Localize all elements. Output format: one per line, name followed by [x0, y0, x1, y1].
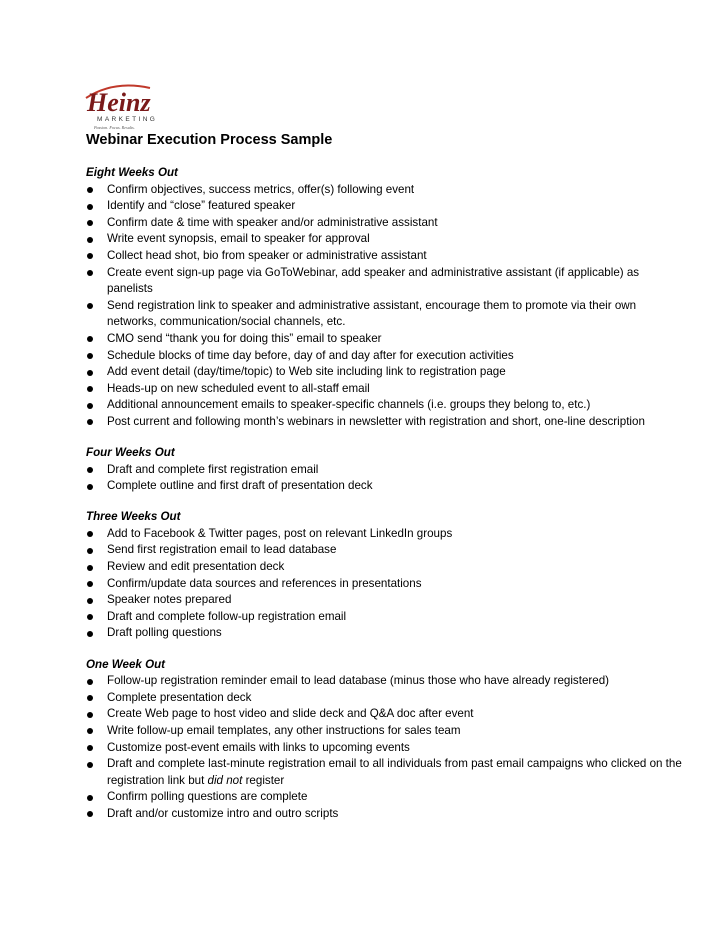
bullet-icon	[87, 679, 93, 685]
bullet-icon	[87, 484, 93, 490]
list-item-text: Write follow-up email templates, any other instructions for sales team	[107, 723, 461, 737]
list-item-text: Confirm objectives, success metrics, offer(s) following event	[107, 182, 415, 196]
bullet-list	[86, 462, 686, 495]
list-item-text: Post current and following month’s webinars in newsletter with registration and short, one-line description	[107, 414, 645, 428]
list-item-text: CMO send “thank you for doing this” email to speaker	[107, 331, 382, 345]
list-item	[86, 182, 686, 199]
list-item-text: Identify and “close” featured speaker	[107, 199, 296, 213]
bullet-icon	[87, 204, 93, 210]
list-item	[86, 625, 686, 642]
list-item	[86, 348, 686, 365]
section	[86, 657, 686, 823]
list-item-text-part: register	[242, 773, 285, 787]
list-item	[86, 559, 686, 576]
logo-subtitle-text: MARKETING	[97, 116, 158, 123]
logo-tagline-text: Passion. Focus. Results.	[94, 125, 135, 130]
list-item-text: Confirm/update data sources and references in presentations	[107, 576, 422, 590]
bullet-icon	[87, 220, 93, 226]
list-item-text: Draft polling questions	[107, 626, 222, 640]
bullet-icon	[87, 811, 93, 817]
section-heading: One Week Out	[86, 657, 166, 671]
list-item	[86, 806, 686, 823]
bullet-icon	[87, 712, 93, 718]
list-item-text: Send first registration email to lead database	[107, 543, 337, 557]
section-heading: Four Weeks Out	[86, 446, 175, 459]
list-item	[86, 756, 686, 789]
list-item-text: Schedule blocks of time day before, day of and day after for execution activities	[107, 348, 514, 362]
bullet-icon	[87, 728, 93, 734]
list-item	[86, 198, 686, 215]
section-heading: Eight Weeks Out	[86, 166, 178, 179]
list-item	[86, 248, 686, 265]
list-item-text: Collect head shot, bio from speaker or administrative assistant	[107, 248, 427, 262]
document-title: Webinar Execution Process Sample	[86, 132, 333, 148]
list-item-text-part: Draft and complete last-minute registration email to all individuals from past email campaigns who clicked on the registration link but	[107, 757, 682, 787]
bullet-list	[86, 673, 686, 822]
list-item	[86, 576, 686, 593]
list-item	[86, 673, 686, 690]
list-item	[86, 478, 686, 495]
bullet-icon	[87, 598, 93, 604]
list-item	[86, 706, 686, 723]
bullet-icon	[87, 795, 93, 801]
list-item-text: Confirm polling questions are complete	[107, 790, 308, 804]
list-item-text: Add to Facebook & Twitter pages, post on relevant LinkedIn groups	[107, 526, 453, 540]
bullet-icon	[87, 253, 93, 259]
section	[86, 445, 686, 495]
bullet-icon	[87, 531, 93, 537]
heinz-marketing-logo	[84, 82, 162, 134]
list-item	[86, 397, 686, 414]
bullet-icon	[87, 548, 93, 554]
list-item-text: Heads-up on new scheduled event to all-staff email	[107, 381, 370, 395]
section	[86, 165, 686, 431]
list-item	[86, 592, 686, 609]
list-item-text: Create Web page to host video and slide deck and Q&A doc after event	[107, 707, 474, 721]
bullet-icon	[87, 386, 93, 392]
list-item-emphasis: did not	[207, 773, 243, 787]
list-item-text: Customize post-event emails with links to upcoming events	[107, 740, 410, 754]
list-item-text: Additional announcement emails to speaker-specific channels (i.e. groups they belong to, etc.)	[107, 398, 591, 412]
document-body	[86, 131, 686, 837]
list-item	[86, 231, 686, 248]
bullet-icon	[87, 614, 93, 620]
bullet-icon	[87, 565, 93, 571]
list-item-text: Complete outline and first draft of presentation deck	[107, 479, 373, 493]
list-item-text: Follow-up registration reminder email to lead database (minus those who have already registered)	[107, 674, 610, 688]
list-item-text: Speaker notes prepared	[107, 593, 232, 607]
bullet-icon	[87, 336, 93, 342]
bullet-icon	[87, 581, 93, 587]
list-item	[86, 414, 686, 431]
list-item-text: Create event sign-up page via GoToWebinar, add speaker and administrative assistant (if applicable) as panelists	[107, 265, 640, 296]
list-item	[86, 462, 686, 479]
section-list	[86, 165, 686, 822]
bullet-icon	[87, 467, 93, 473]
list-item-text: Draft and complete follow-up registration email	[107, 609, 347, 623]
bullet-icon	[87, 762, 93, 768]
list-item-text: Add event detail (day/time/topic) to Web site including link to registration page	[107, 365, 506, 379]
logo-graphic	[84, 82, 162, 134]
list-item	[86, 298, 686, 331]
bullet-icon	[87, 270, 93, 276]
list-item-text: Write event synopsis, email to speaker for approval	[107, 232, 370, 246]
bullet-icon	[87, 403, 93, 409]
bullet-icon	[87, 631, 93, 637]
list-item	[86, 609, 686, 626]
list-item	[86, 364, 686, 381]
list-item-text: Review and edit presentation deck	[107, 560, 285, 574]
bullet-list	[86, 182, 686, 431]
list-item	[86, 690, 686, 707]
list-item	[86, 265, 686, 298]
list-item	[86, 542, 686, 559]
list-item-text	[107, 757, 682, 787]
list-item-text: Complete presentation deck	[107, 690, 252, 704]
list-item-text: Confirm date & time with speaker and/or administrative assistant	[107, 215, 438, 229]
bullet-icon	[87, 419, 93, 425]
logo-brand-text: Heinz	[87, 88, 151, 117]
bullet-list	[86, 526, 686, 642]
bullet-icon	[87, 303, 93, 309]
list-item	[86, 215, 686, 232]
list-item	[86, 526, 686, 543]
bullet-icon	[87, 370, 93, 376]
list-item	[86, 381, 686, 398]
list-item	[86, 723, 686, 740]
bullet-icon	[87, 745, 93, 751]
list-item	[86, 331, 686, 348]
bullet-icon	[87, 695, 93, 701]
bullet-icon	[87, 187, 93, 193]
bullet-icon	[87, 353, 93, 359]
list-item-text: Draft and/or customize intro and outro scripts	[107, 806, 339, 820]
bullet-icon	[87, 237, 93, 243]
list-item	[86, 740, 686, 757]
list-item-text: Draft and complete first registration email	[107, 462, 319, 476]
section-heading: Three Weeks Out	[86, 510, 181, 524]
list-item	[86, 789, 686, 806]
list-item-text: Send registration link to speaker and administrative assistant, encourage them to promote via their own networks, communication/social channels, etc.	[107, 298, 637, 329]
section	[86, 509, 686, 642]
